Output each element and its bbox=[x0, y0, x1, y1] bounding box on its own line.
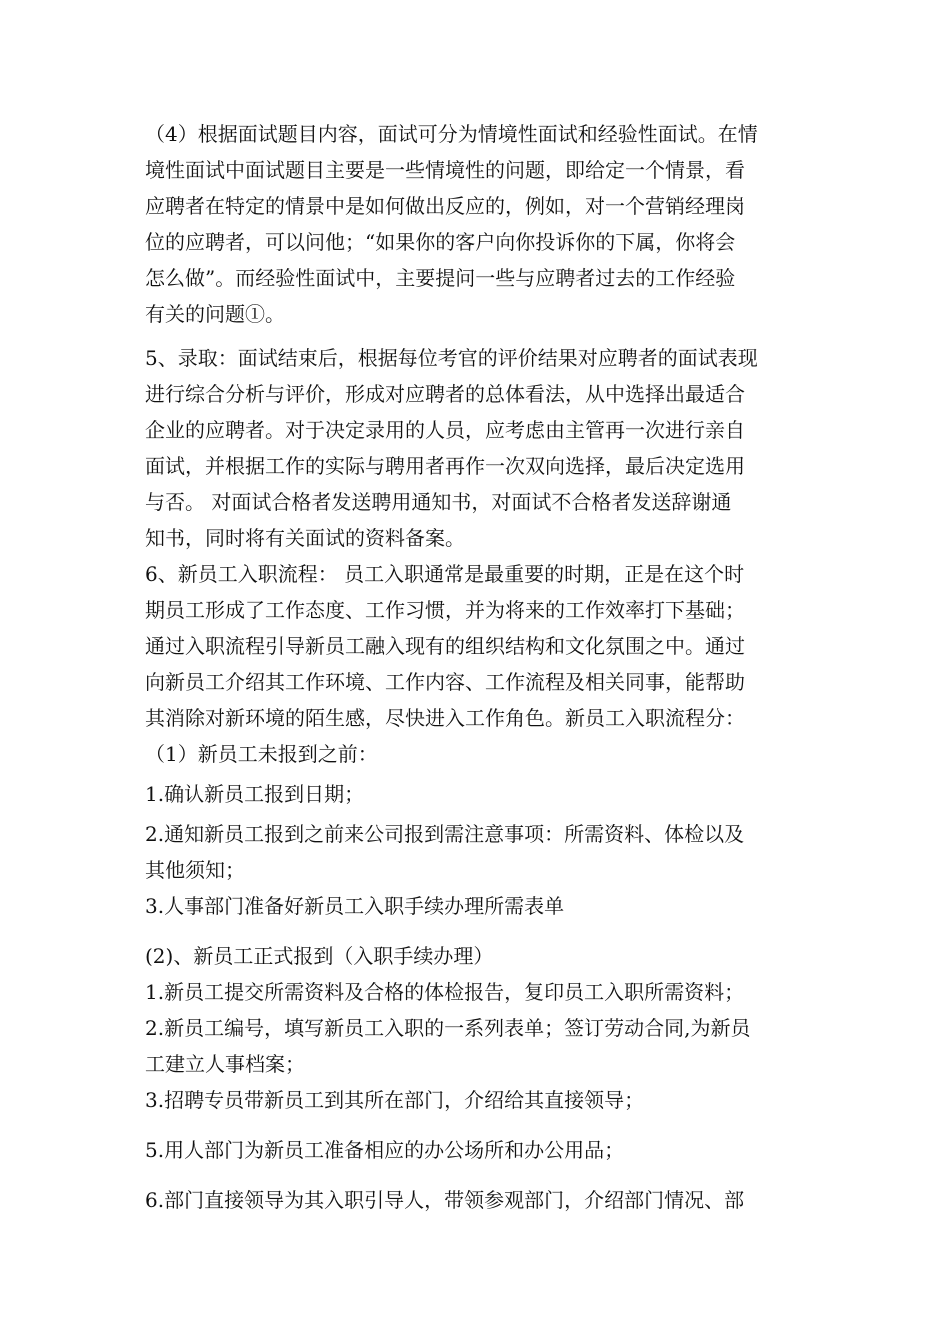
text-line: 通过入职流程引导新员工融入现有的组织结构和文化氛围之中。通过 bbox=[145, 634, 745, 658]
paragraph-hiring bbox=[145, 340, 815, 556]
list-item: 5.用人部门为新员工准备相应的办公场所和办公用品； bbox=[145, 1138, 625, 1162]
text-line: 境性面试中面试题目主要是一些情境性的问题，即给定一个情景，看 bbox=[145, 158, 745, 182]
list-item: 3.人事部门准备好新员工入职手续办理所需表单 bbox=[145, 894, 565, 918]
section-formal-arrival bbox=[145, 938, 815, 1218]
text-line: 向新员工介绍其工作环境、工作内容、工作流程及相关同事，能帮助 bbox=[145, 670, 745, 694]
section-heading: (2)、新员工正式报到（入职手续办理） bbox=[145, 944, 494, 968]
list-item: 1.确认新员工报到日期； bbox=[145, 782, 365, 806]
text-line: （4）根据面试题目内容，面试可分为情境性面试和经验性面试。在情 bbox=[145, 122, 758, 146]
text-line: 有关的问题①。 bbox=[145, 302, 285, 326]
text-line: 与否。 对面试合格者发送聘用通知书，对面试不合格者发送辞谢通 bbox=[145, 490, 732, 514]
text-line: 5、录取：面试结束后，根据每位考官的评价结果对应聘者的面试表现 bbox=[145, 346, 758, 370]
paragraph-onboarding bbox=[145, 556, 815, 736]
list-item: 2.通知新员工报到之前来公司报到需注意事项：所需资料、体检以及 bbox=[145, 822, 745, 846]
text-line: 面试，并根据工作的实际与聘用者再作一次双向选择，最后决定选用 bbox=[145, 454, 745, 478]
list-item-continuation: 其他须知； bbox=[145, 858, 245, 882]
text-line: 企业的应聘者。对于决定录用的人员，应考虑由主管再一次进行亲自 bbox=[145, 418, 745, 442]
document-body bbox=[145, 116, 815, 1218]
list-item: 3.招聘专员带新员工到其所在部门，介绍给其直接领导； bbox=[145, 1088, 645, 1112]
list-item-continuation: 工建立人事档案； bbox=[145, 1052, 305, 1076]
text-line: 应聘者在特定的情景中是如何做出反应的，例如，对一个营销经理岗 bbox=[145, 194, 745, 218]
text-line: 知书，同时将有关面试的资料备案。 bbox=[145, 526, 465, 550]
text-line: 期员工形成了工作态度、工作习惯，并为将来的工作效率打下基础； bbox=[145, 598, 745, 622]
text-line: 其消除对新环境的陌生感，尽快进入工作角色。新员工入职流程分： bbox=[145, 706, 745, 730]
paragraph-interview-types bbox=[145, 116, 815, 332]
text-line: 位的应聘者，可以问他；“如果你的客户向你投诉你的下属，你将会 bbox=[145, 230, 736, 254]
text-line: 进行综合分析与评价，形成对应聘者的总体看法，从中选择出最适合 bbox=[145, 382, 745, 406]
text-line: 怎么做”。而经验性面试中，主要提问一些与应聘者过去的工作经验 bbox=[145, 266, 736, 290]
list-item: 2.新员工编号，填写新员工入职的一系列表单；签订劳动合同,为新员 bbox=[145, 1016, 751, 1040]
section-heading: （1）新员工未报到之前： bbox=[145, 742, 378, 766]
list-item: 1.新员工提交所需资料及合格的体检报告，复印员工入职所需资料； bbox=[145, 980, 745, 1004]
text-line: 6、新员工入职流程： 员工入职通常是最重要的时期，正是在这个时 bbox=[145, 562, 745, 586]
section-before-arrival bbox=[145, 736, 815, 924]
list-item: 6.部门直接领导为其入职引导人，带领参观部门，介绍部门情况、部 bbox=[145, 1188, 745, 1212]
